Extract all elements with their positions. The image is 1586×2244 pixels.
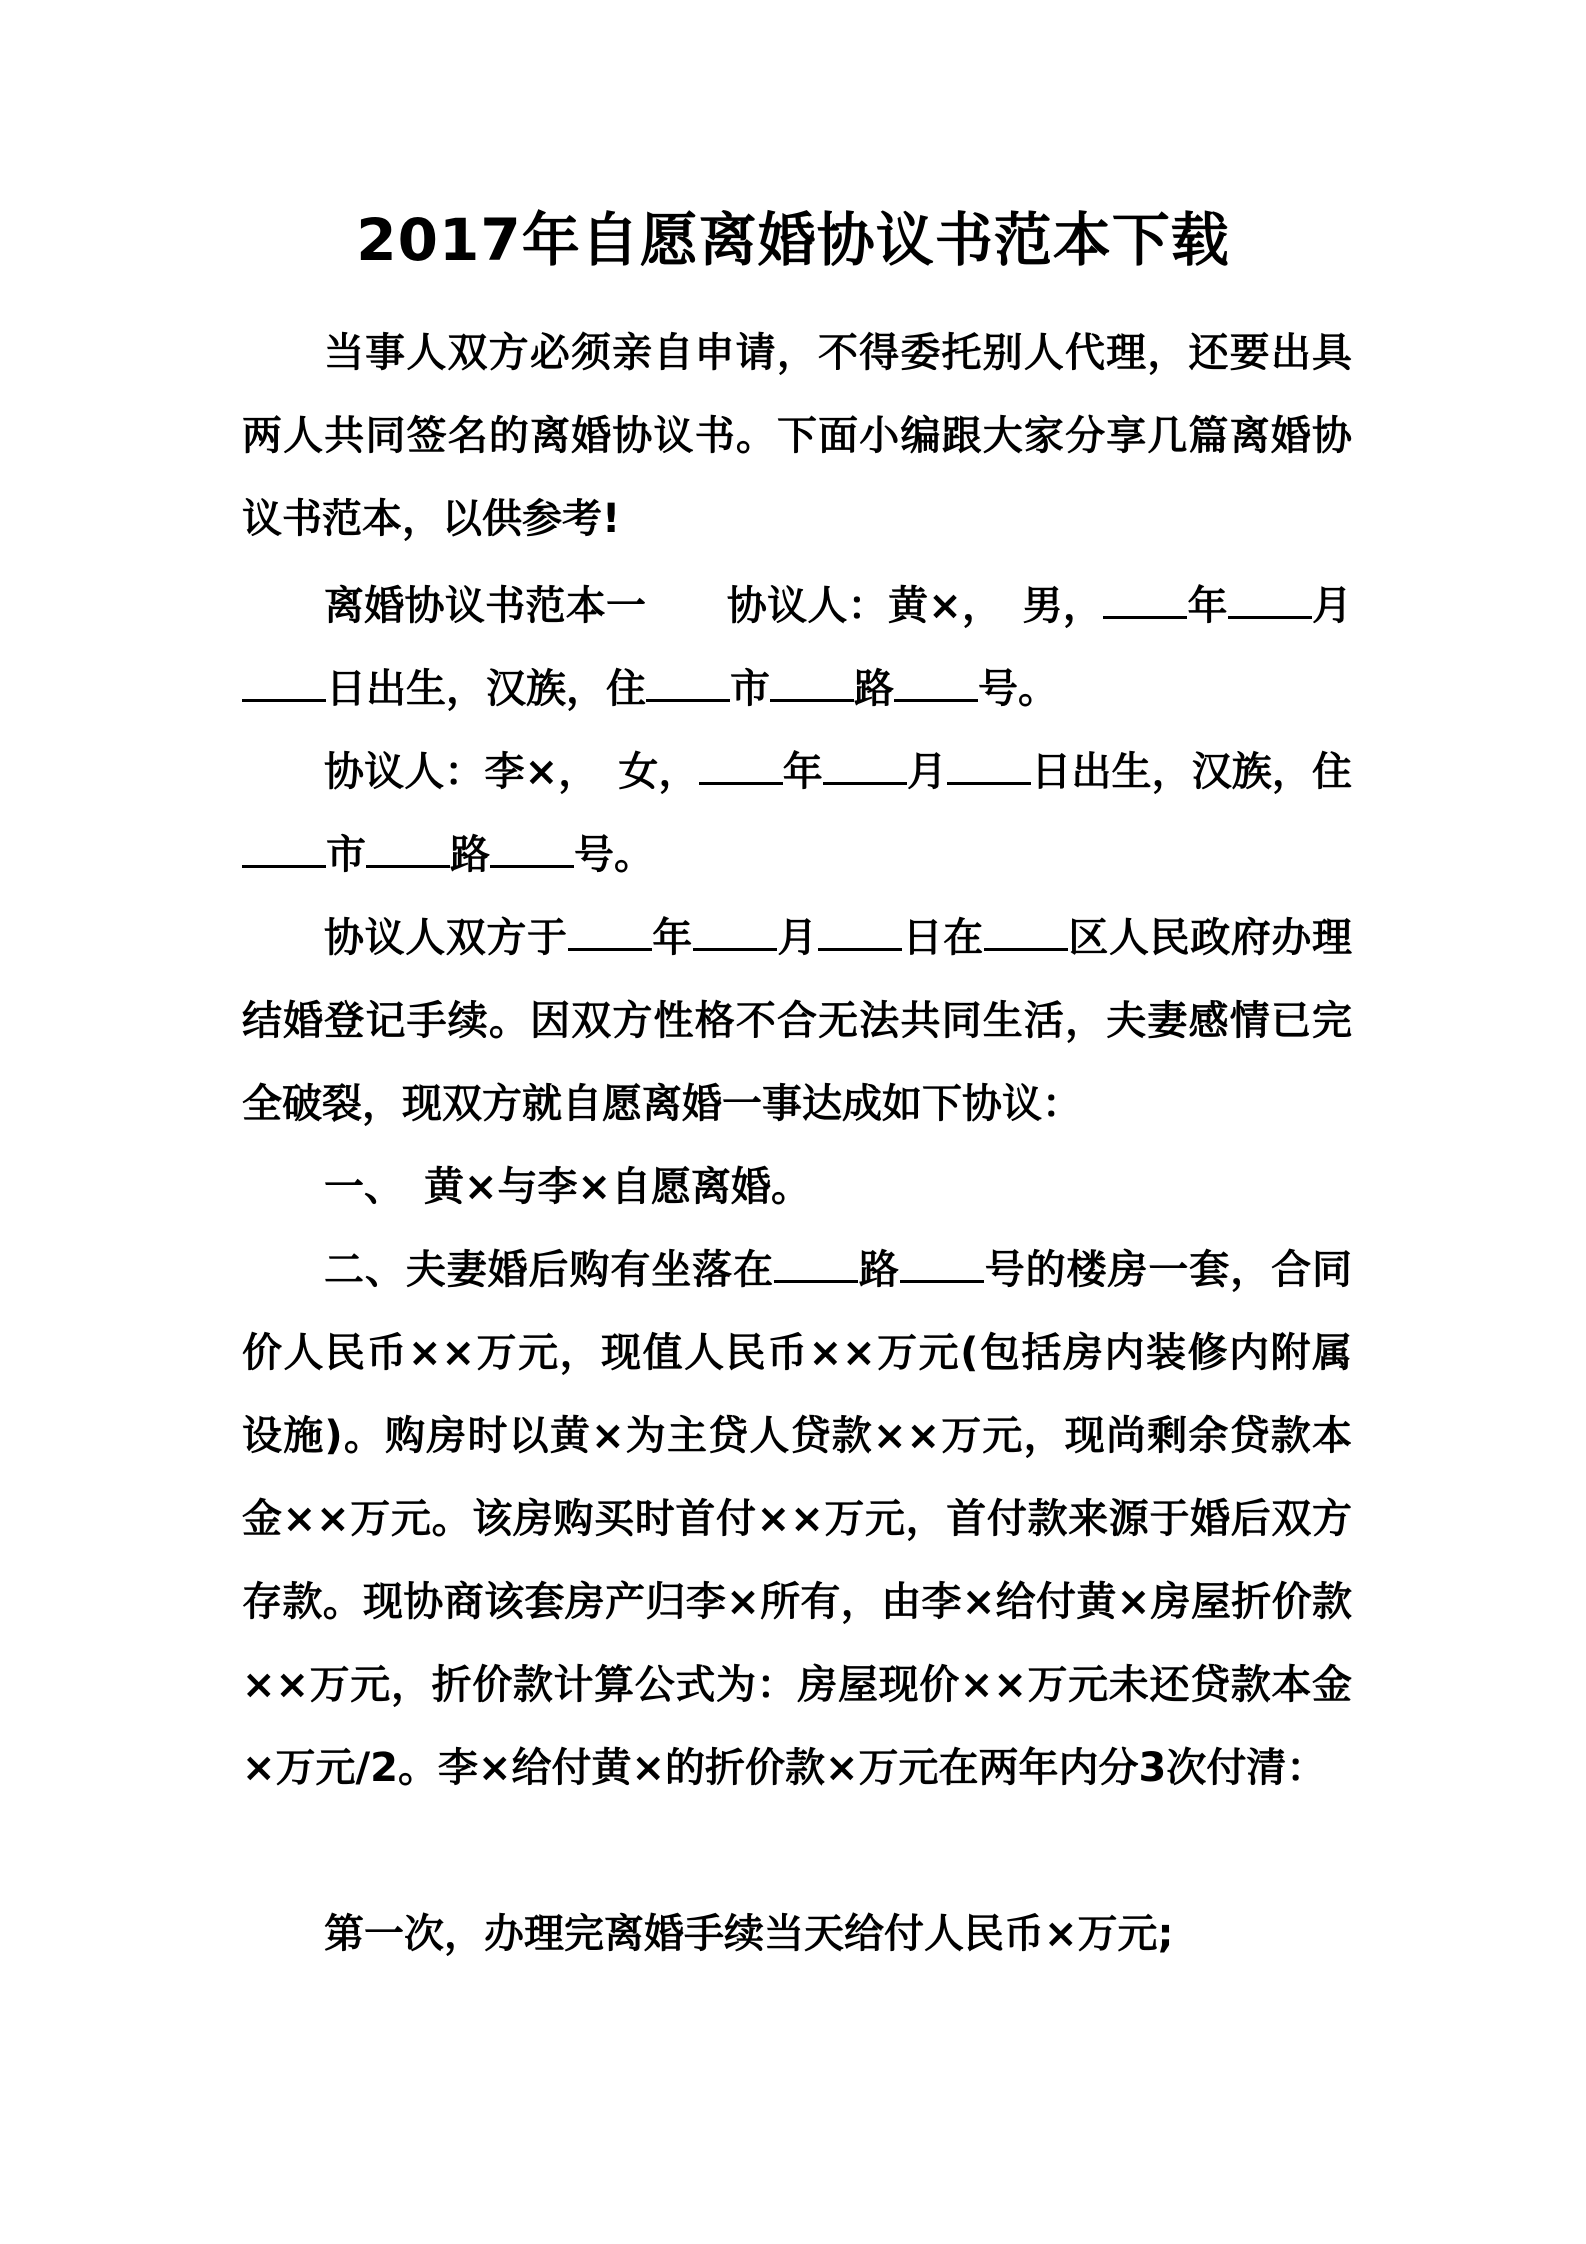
registration-text-e: 区人民政府办理结婚登记手续。因双方性格不合无法共同生活，夫妻感情已完全破裂，现双方就自愿离婚一事达成如下协议： [242,915,1353,1127]
party-one-text-c: 月 [1311,583,1353,629]
blank-line [818,914,902,951]
party-two-text-b: 年 [782,749,823,795]
blank-line [490,831,574,868]
blank-line [242,665,326,702]
party-two-text-e: 市 [326,832,366,878]
party-one-text-g: 号。 [978,666,1058,712]
blank-line [947,748,1031,785]
party-one-paragraph [242,565,1352,731]
blank-line [894,665,978,702]
registration-text-b: 年 [651,915,693,961]
first-payment-paragraph: 第一次，办理完离婚手续当天给付人民币×万元; [324,1911,1174,1957]
party-one-text-d: 日出生，汉族，住 [326,666,646,712]
blank-line [693,914,777,951]
party-two-text-g: 号。 [574,832,654,878]
blank-line [770,665,854,702]
property-text-b: 路 [858,1247,900,1293]
blank-line [568,914,652,951]
clause-one: 一、 黄×与李×自愿离婚。 [324,1164,812,1210]
blank-line [242,831,326,868]
blank-line [984,914,1068,951]
registration-text-d: 日在 [902,915,984,961]
party-two-text-d: 日出生，汉族，住 [1031,749,1353,795]
property-text-a: 二、夫妻婚后购有坐落在 [324,1247,774,1293]
registration-text-a: 协议人双方于 [324,915,568,961]
party-one-text-f: 路 [854,666,894,712]
blank-line [900,1246,984,1283]
party-two-text-f: 路 [450,832,490,878]
party-two-text-a: 协议人：李×， 女， [324,749,699,795]
party-one-text-a: 离婚协议书范本一 协议人：黄×， 男， [324,583,1104,629]
party-two-text-c: 月 [906,749,948,795]
blank-line [1103,582,1187,619]
blank-line [366,831,450,868]
party-two-paragraph [242,731,1352,897]
marriage-registration-paragraph [242,897,1352,1146]
document-title: 2017年自愿离婚协议书范本下载 [356,206,1230,274]
registration-text-c: 月 [776,915,819,961]
clause-two-property [242,1229,1352,1810]
party-one-text-b: 年 [1187,583,1228,629]
blank-line [699,748,783,785]
blank-line [823,748,907,785]
blank-line [1228,582,1312,619]
blank-line [774,1246,858,1283]
blank-line [646,665,730,702]
party-one-text-e: 市 [730,666,770,712]
property-text-c: 号的楼房一套，合同价人民币××万元，现值人民币××万元(包括房内装修内附属设施)。购房时以黄×为主贷人贷款××万元，现尚剩余贷款本金××万元。该房购买时首付××万元，首付款来源于婚后双方存款。现协商该套房产归李×所有，由李×给付黄×房屋折价款××万元，折价款计算公式为：房屋现价××万元未还贷款本金×万元/2。李×给付黄×的折价款×万元在两年内分3次付清： [242,1247,1353,1791]
intro-paragraph: 当事人双方必须亲自申请，不得委托别人代理，还要出具两人共同签名的离婚协议书。下面小编跟大家分享几篇离婚协议书范本，以供参考! [242,330,1352,542]
